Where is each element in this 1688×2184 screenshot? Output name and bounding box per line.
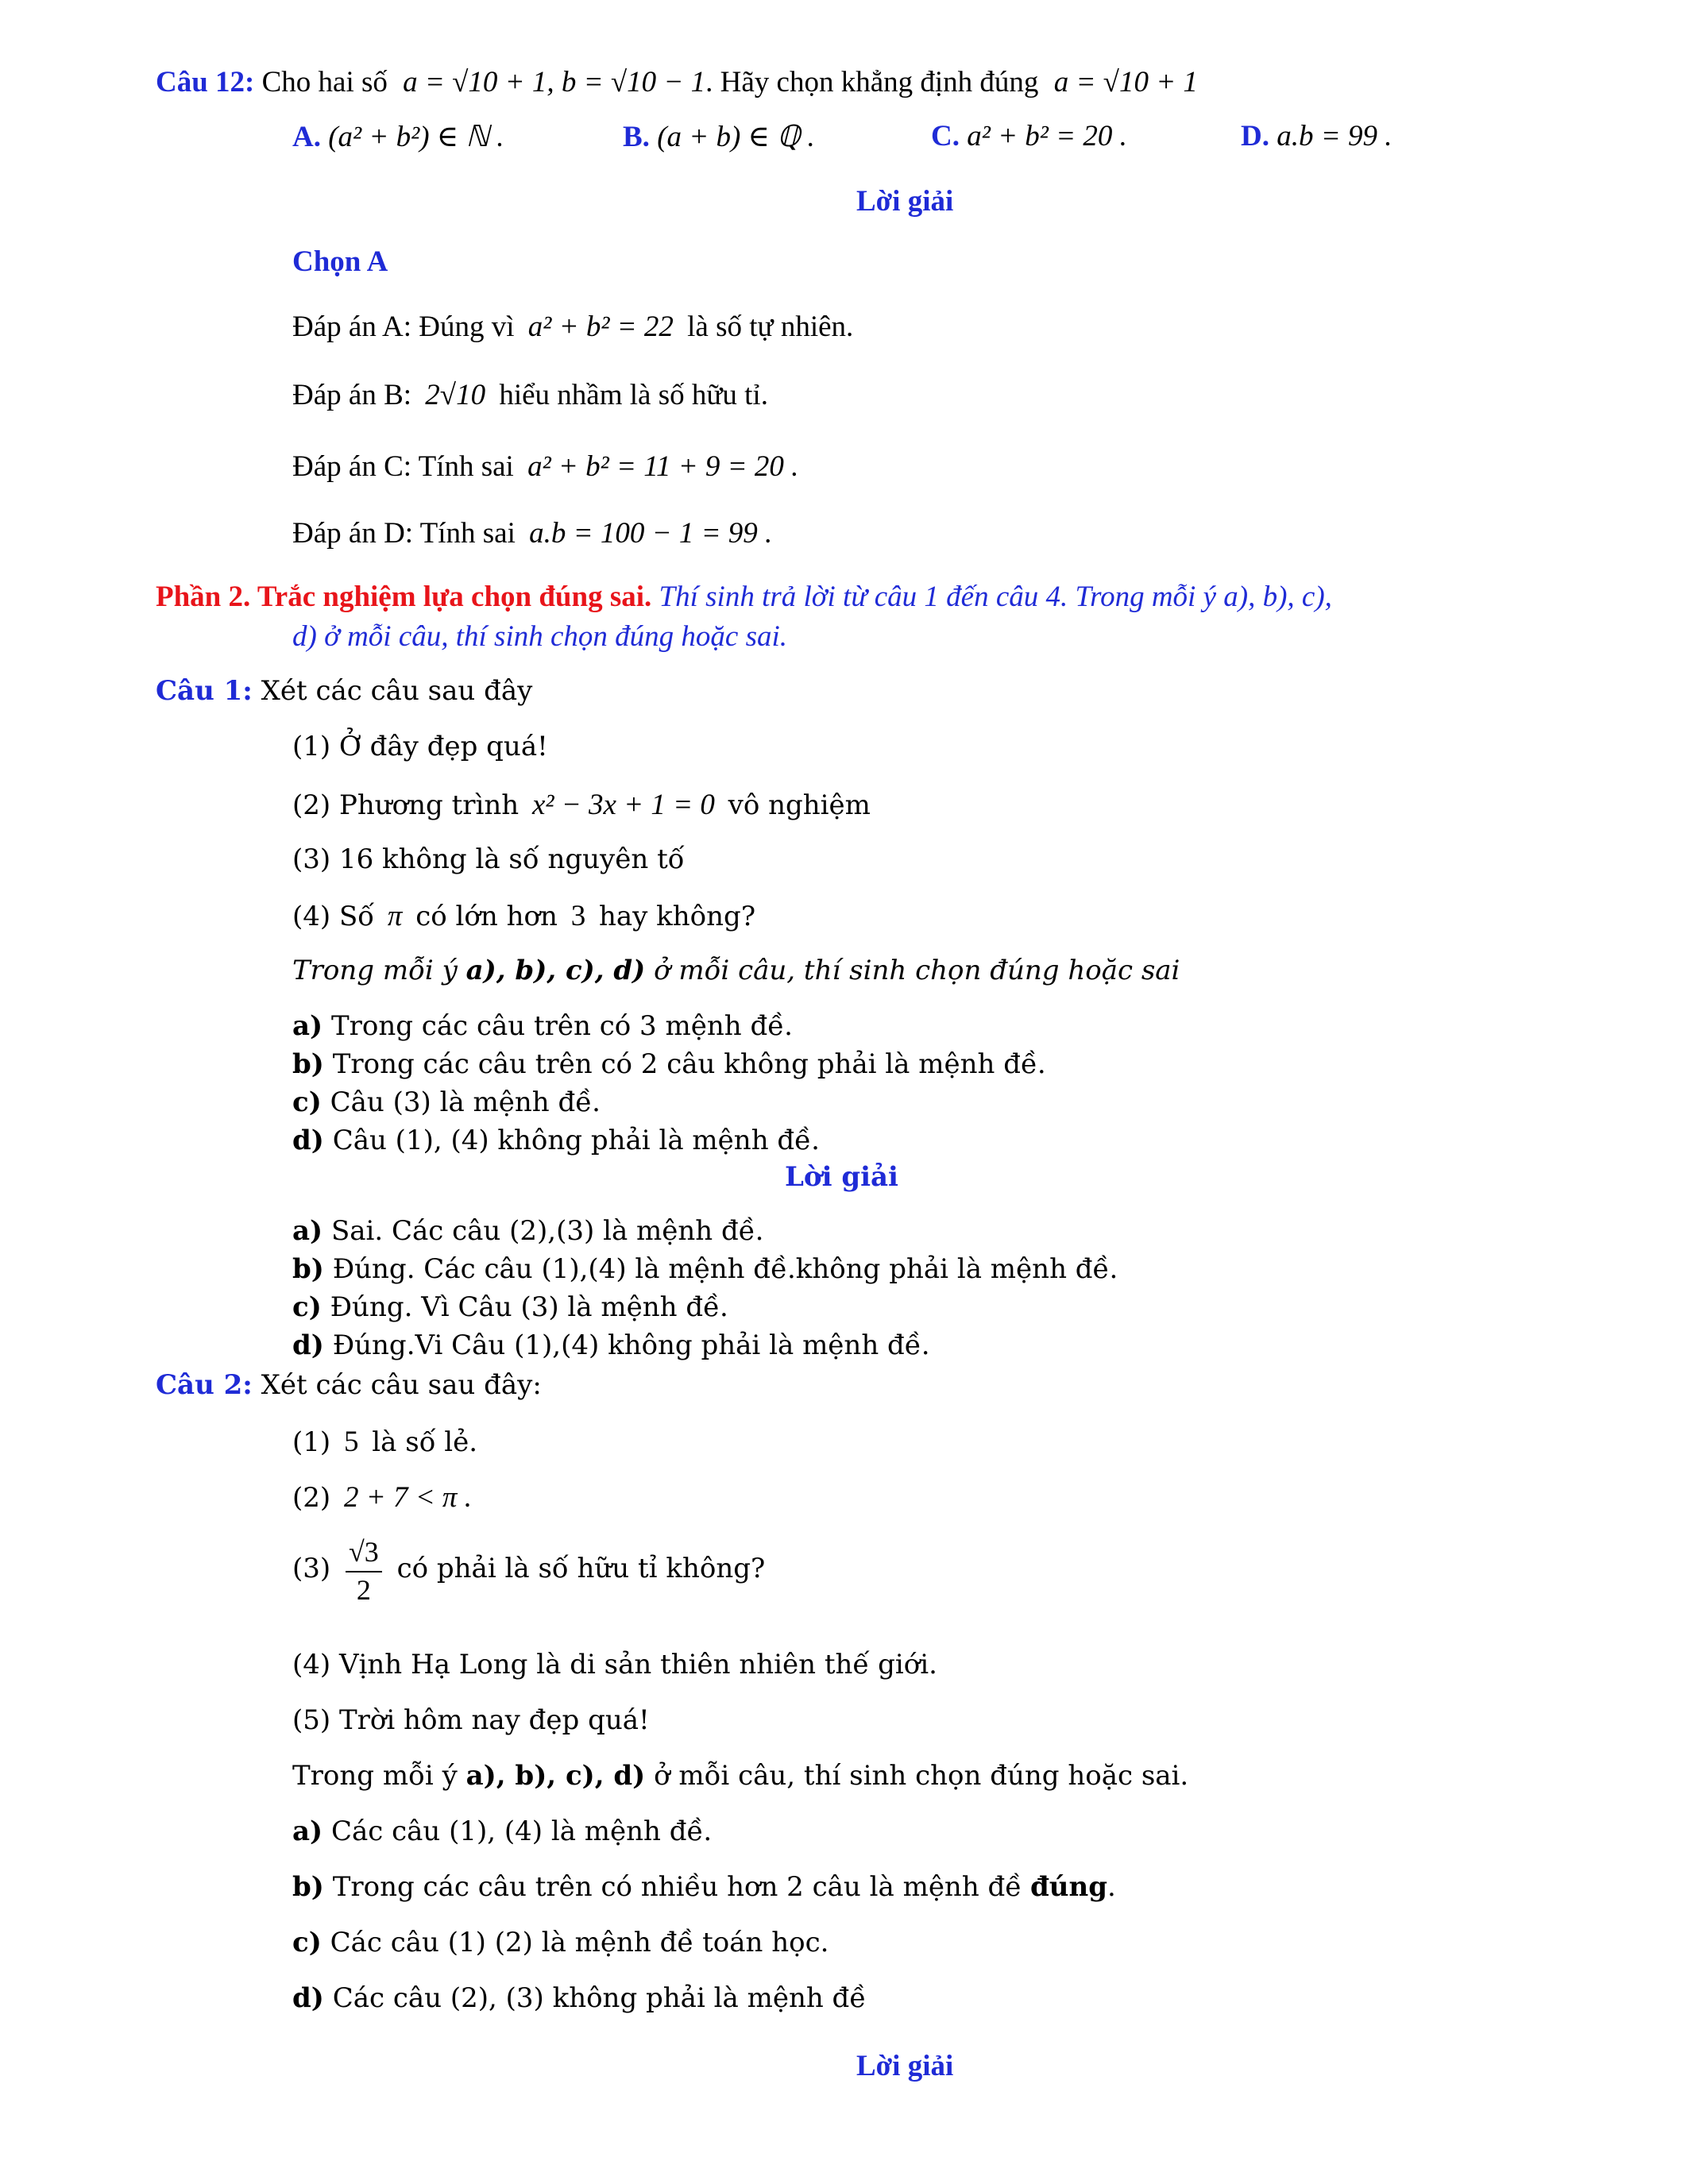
option-c-text: a² + b² = 20 . bbox=[967, 120, 1127, 152]
q2-item-2 bbox=[292, 1480, 477, 1515]
q12-expr-a: a = √10 + 1, bbox=[403, 66, 554, 98]
q1-ans-b-text: Đúng. Các câu (1),(4) là mệnh đề.không phải là mệnh đề. bbox=[332, 1253, 1118, 1285]
q1-ans-c-text: Đúng. Vì Câu (3) là mệnh đề. bbox=[330, 1291, 728, 1323]
expl-a-math: a² + b² = 22 bbox=[527, 311, 674, 343]
q2-item-2-math: 2 + 7 < π . bbox=[343, 1481, 472, 1514]
q1-item-4 bbox=[292, 899, 755, 933]
q1-item-2-suffix: vô nghiệm bbox=[728, 789, 871, 821]
q1-answer-c bbox=[292, 1291, 728, 1323]
expl-a-prefix: Đáp án A: Đúng vì bbox=[292, 311, 515, 343]
q1-stmt-a-label: a) bbox=[292, 1010, 323, 1042]
option-b-label: B. bbox=[623, 121, 650, 153]
q12-text2: . Hãy chọn khẳng định đúng bbox=[705, 66, 1039, 98]
q1-stmt-c-label: c) bbox=[292, 1086, 322, 1118]
q1-stmt-b-label: b) bbox=[292, 1048, 324, 1080]
q2-item-3-numerator: √3 bbox=[346, 1533, 382, 1572]
q1-ans-a-label: a) bbox=[292, 1215, 323, 1247]
q12-option-c bbox=[931, 119, 1127, 153]
q1-instruction bbox=[292, 955, 1180, 986]
q1-stmt-b-text: Trong các câu trên có 2 câu không phải là mệnh đề. bbox=[332, 1048, 1046, 1080]
q2-stem bbox=[156, 1369, 542, 1401]
q1-ans-b-label: b) bbox=[292, 1253, 324, 1285]
q2-stmt-a-label: a) bbox=[292, 1815, 323, 1847]
q2-item-3 bbox=[292, 1533, 765, 1607]
part2-title: Phần 2. Trắc nghiệm lựa chọn đúng sai. bbox=[156, 581, 652, 613]
q2-statement-d bbox=[292, 1982, 866, 2014]
q1-statement-c bbox=[292, 1086, 601, 1118]
q1-instr-post: ở mỗi câu, thí sinh chọn đúng hoặc sai bbox=[654, 955, 1180, 986]
expl-b-prefix: Đáp án B: bbox=[292, 379, 412, 411]
option-d-text: a.b = 99 . bbox=[1277, 120, 1393, 152]
q1-text: Xét các câu sau đây bbox=[261, 675, 533, 707]
q2-item-2-pre: (2) bbox=[292, 1482, 331, 1514]
q12-explanation-c bbox=[292, 450, 805, 484]
q1-ans-a-text: Sai. Các câu (2),(3) là mệnh đề. bbox=[330, 1215, 764, 1247]
expl-b-math: 2√10 bbox=[425, 379, 486, 411]
q2-item-1-math: 5 bbox=[343, 1426, 359, 1458]
q2-stmt-c-text: Các câu (1) (2) là mệnh đề toán học. bbox=[330, 1927, 829, 1958]
expl-c-prefix: Đáp án C: Tính sai bbox=[292, 450, 514, 483]
q1-statement-a bbox=[292, 1010, 793, 1042]
q2-label: Câu 2: bbox=[156, 1369, 253, 1401]
q1-item-2 bbox=[292, 788, 871, 822]
q12-stem bbox=[156, 65, 1198, 99]
q2-stmt-a-text: Các câu (1), (4) là mệnh đề. bbox=[330, 1815, 713, 1847]
q2-item-3-fraction bbox=[346, 1533, 382, 1607]
q1-stmt-c-text: Câu (3) là mệnh đề. bbox=[330, 1086, 601, 1118]
q12-solution-title: Lời giải bbox=[856, 185, 954, 218]
q1-stmt-d-text: Câu (1), (4) không phải là mệnh đề. bbox=[332, 1125, 820, 1156]
q1-stem bbox=[156, 675, 532, 707]
part2-header bbox=[156, 580, 1332, 614]
q2-instr-bold: a), b), c), d) bbox=[465, 1760, 646, 1792]
q2-stmt-b-tail: . bbox=[1107, 1871, 1116, 1903]
q12-explanation-d bbox=[292, 516, 778, 550]
q2-stmt-d-label: d) bbox=[292, 1982, 324, 2014]
q2-statement-a bbox=[292, 1815, 712, 1847]
q1-item-4-suffix: hay không? bbox=[599, 901, 756, 932]
option-b-text: (a + b) ∈ ℚ . bbox=[657, 121, 815, 153]
q2-instr-post: ở mỗi câu, thí sinh chọn đúng hoặc sai. bbox=[654, 1760, 1189, 1792]
q12-choice: Chọn A bbox=[292, 245, 388, 278]
q12-option-a bbox=[292, 119, 504, 154]
q1-ans-d-label: d) bbox=[292, 1329, 324, 1361]
q2-item-1-post: là số lẻ. bbox=[372, 1426, 478, 1458]
q12-option-d bbox=[1241, 119, 1392, 153]
q12-option-b bbox=[623, 119, 815, 154]
q12-explanation-a bbox=[292, 310, 853, 344]
q2-statement-c bbox=[292, 1927, 829, 1958]
q1-answer-a bbox=[292, 1215, 764, 1247]
q1-statement-d bbox=[292, 1125, 820, 1156]
q2-item-5: (5) Trời hôm nay đẹp quá! bbox=[292, 1704, 650, 1736]
q2-stmt-b-label: b) bbox=[292, 1871, 324, 1903]
q1-statement-b bbox=[292, 1048, 1046, 1080]
expl-b-suffix: hiểu nhầm là số hữu tỉ. bbox=[499, 379, 768, 411]
q2-stmt-c-label: c) bbox=[292, 1927, 322, 1958]
option-d-label: D. bbox=[1241, 120, 1269, 152]
expl-a-suffix: là số tự nhiên. bbox=[687, 311, 854, 343]
q1-item-4-math2: 3 bbox=[570, 900, 586, 932]
q1-stmt-a-text: Trong các câu trên có 3 mệnh đề. bbox=[330, 1010, 793, 1042]
q1-answer-d bbox=[292, 1329, 930, 1361]
option-c-label: C. bbox=[931, 120, 960, 152]
q2-stmt-d-text: Các câu (2), (3) không phải là mệnh đề bbox=[332, 1982, 867, 2014]
q1-item-4-text: (4) Số bbox=[292, 901, 375, 932]
q1-ans-c-label: c) bbox=[292, 1291, 322, 1323]
q1-ans-d-text: Đúng.Vi Câu (1),(4) không phải là mệnh đề. bbox=[332, 1329, 930, 1361]
expl-d-math: a.b = 100 − 1 = 99 . bbox=[529, 517, 773, 550]
q2-stmt-b-bold: đúng bbox=[1030, 1871, 1108, 1903]
part2-instruction-1: Thí sinh trả lời từ câu 1 đến câu 4. Trong mỗi ý a), b), c), bbox=[659, 581, 1332, 613]
q1-item-4-math: π bbox=[387, 900, 403, 932]
q1-stmt-d-label: d) bbox=[292, 1125, 324, 1156]
q2-item-3-post: có phải là số hữu tỉ không? bbox=[396, 1553, 766, 1584]
q2-instr-pre: Trong mỗi ý bbox=[292, 1760, 458, 1792]
q1-item-4-mid: có lớn hơn bbox=[415, 901, 558, 932]
q2-item-1-pre: (1) bbox=[292, 1426, 331, 1458]
q12-explanation-b bbox=[292, 378, 768, 412]
q1-solution-title: Lời giải bbox=[785, 1161, 898, 1193]
q1-item-1: (1) Ở đây đẹp quá! bbox=[292, 731, 548, 762]
q2-statement-b bbox=[292, 1871, 1116, 1903]
q1-instr-pre: Trong mỗi ý bbox=[292, 955, 458, 986]
q2-stmt-b-text: Trong các câu trên có nhiều hơn 2 câu là mệnh đề bbox=[332, 1871, 1022, 1903]
q1-item-2-math: x² − 3x + 1 = 0 bbox=[531, 789, 715, 821]
q12-text: Cho hai số bbox=[261, 66, 388, 98]
q12-expr-b: b = √10 − 1 bbox=[561, 66, 706, 98]
q2-item-3-pre: (3) bbox=[292, 1553, 331, 1584]
q1-item-2-text: (2) Phương trình bbox=[292, 789, 520, 821]
part2-instruction-2: d) ở mỗi câu, thí sinh chọn đúng hoặc sai. bbox=[292, 620, 788, 653]
q2-item-1 bbox=[292, 1425, 477, 1459]
q2-text: Xét các câu sau đây: bbox=[261, 1369, 542, 1401]
expl-d-prefix: Đáp án D: Tính sai bbox=[292, 517, 516, 550]
q2-solution-title: Lời giải bbox=[856, 2050, 954, 2082]
q12-expr-end: a = √10 + 1 bbox=[1053, 66, 1198, 98]
q1-answer-b bbox=[292, 1253, 1118, 1285]
q2-item-3-denominator: 2 bbox=[356, 1574, 371, 1606]
q1-item-3: (3) 16 không là số nguyên tố bbox=[292, 843, 685, 875]
q1-label: Câu 1: bbox=[156, 675, 253, 707]
option-a-text: (a² + b²) ∈ ℕ . bbox=[328, 121, 504, 153]
expl-c-math: a² + b² = 11 + 9 = 20 . bbox=[527, 450, 799, 483]
q2-instruction bbox=[292, 1760, 1188, 1792]
q1-instr-bold: a), b), c), d) bbox=[465, 955, 646, 986]
q2-item-4: (4) Vịnh Hạ Long là di sản thiên nhiên thế giới. bbox=[292, 1649, 937, 1680]
q12-label: Câu 12: bbox=[156, 66, 255, 98]
option-a-label: A. bbox=[292, 121, 321, 153]
